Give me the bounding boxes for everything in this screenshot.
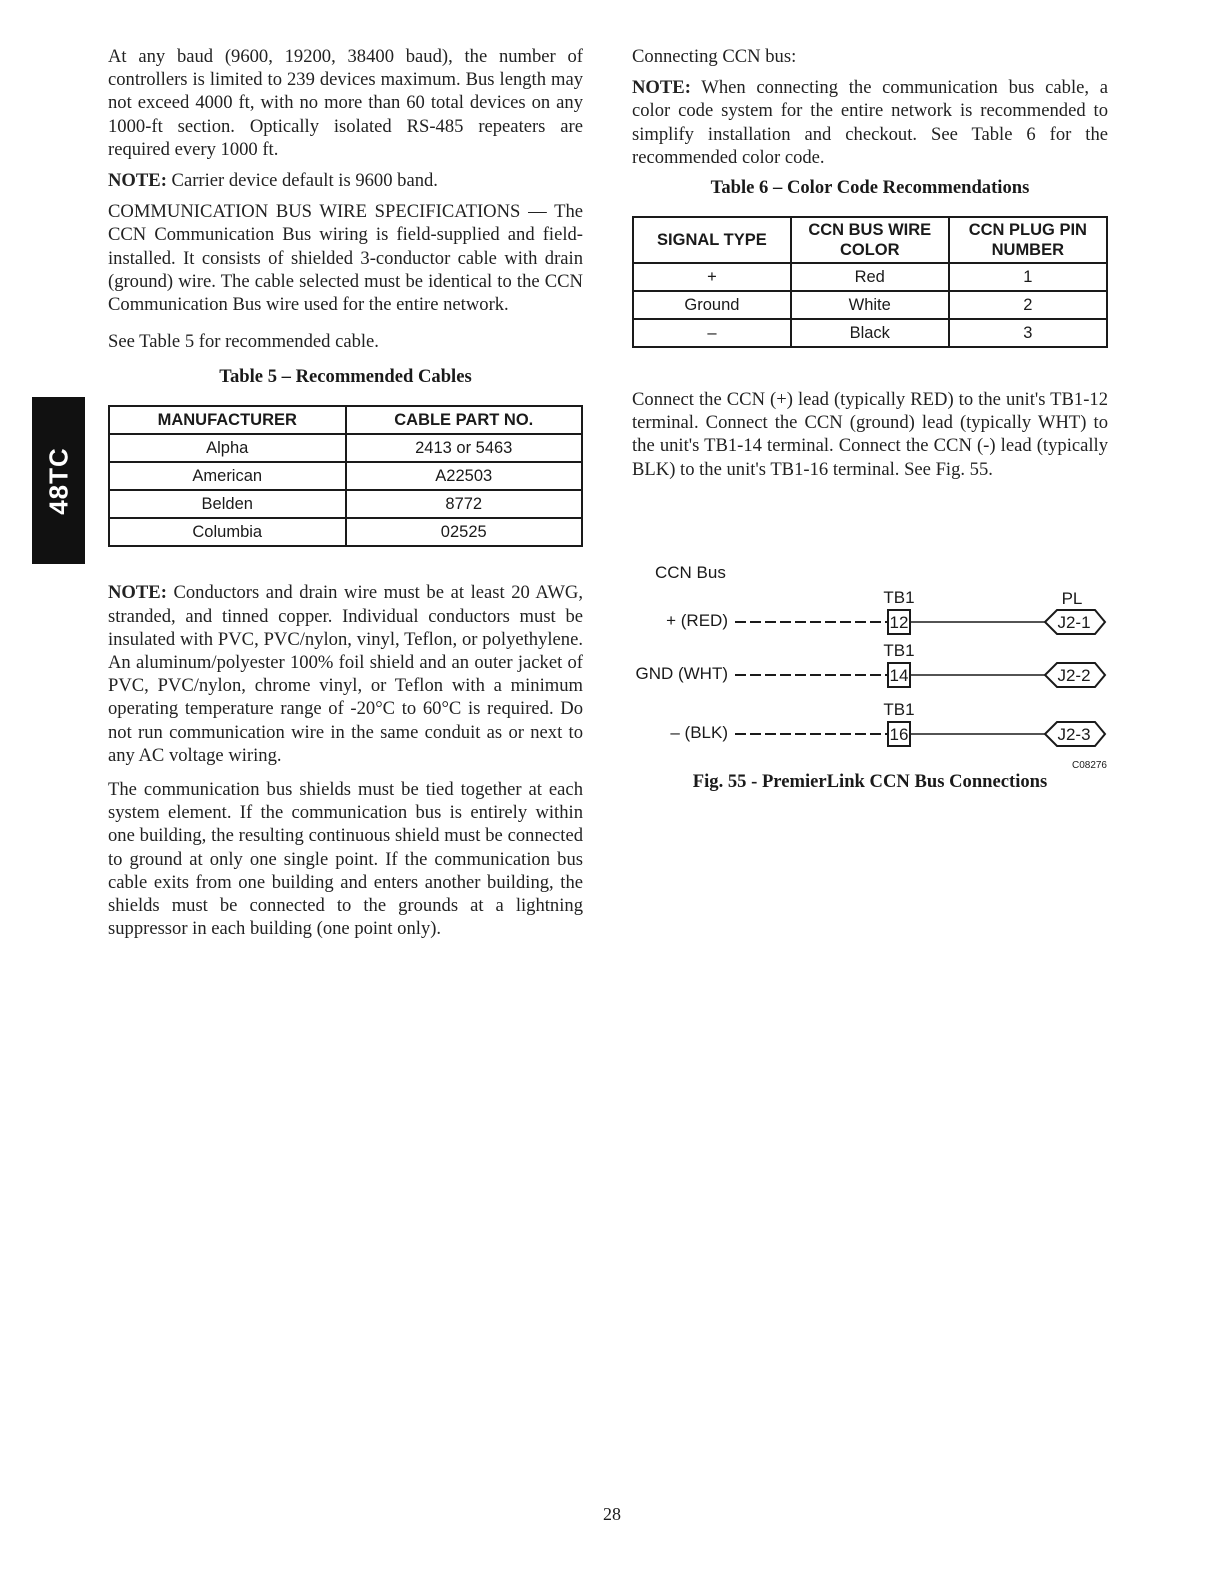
terminal-number: 12 <box>889 613 909 632</box>
ccn-bus-wiring-diagram <box>627 556 1117 776</box>
plug-pin-label: J2-2 <box>1057 666 1091 685</box>
table-cell: 02525 <box>346 518 583 546</box>
page-number: 28 <box>603 1504 621 1524</box>
note-label: NOTE: <box>108 170 167 192</box>
table5-header-cell: MANUFACTURER <box>109 406 346 434</box>
plug-pin-label: J2-3 <box>1057 725 1091 744</box>
note-text: When connecting the communication bus cable, a color code system for the entire network is recommended to simplify installation and checkout. See Table 6 for the recommended color code. <box>632 77 1108 168</box>
table-cell: Columbia <box>109 518 346 546</box>
note-color-code <box>632 76 1108 169</box>
table6-title: Table 6 – Color Code Recommendations <box>710 177 1030 199</box>
table-cell: Ground <box>633 291 791 319</box>
table5-recommended-cables <box>108 405 583 547</box>
paragraph-connect-leads: Connect the CCN (+) lead (typically RED) to the unit's TB1-12 terminal. Connect the CCN (ground) lead (typically WHT) to the unit's TB1-14 terminal. Connect the CCN (-) lead (typically BLK) to the unit's TB1-16 terminal. See Fig. 55. <box>632 389 1108 480</box>
note-conductors <box>108 581 583 767</box>
table-cell: 2413 or 5463 <box>346 434 583 462</box>
table-cell: 1 <box>949 263 1107 291</box>
diagram-code: C08276 <box>1071 760 1107 771</box>
paragraph-see-table5: See Table 5 for recommended cable. <box>108 331 379 353</box>
plug-pin-label: J2-1 <box>1057 613 1091 632</box>
lead-label-wht: GND (WHT) <box>635 664 728 683</box>
table-row <box>633 319 1107 347</box>
terminal-number: 14 <box>889 666 909 685</box>
paragraph-wire-specs: COMMUNICATION BUS WIRE SPECIFICATIONS — The CCN Communication Bus wiring is field-supplied and field-installed. It consists of shielded 3-conductor cable with drain (ground) wire. The cable selected must be identical to the CCN Communication Bus wire used for the entire network. <box>108 201 583 316</box>
table-row <box>633 263 1107 291</box>
diagram-title: CCN Bus <box>655 563 726 582</box>
table-row <box>109 462 582 490</box>
tb1-label: TB1 <box>883 700 915 719</box>
paragraph-shields: The communication bus shields must be tied together at each system element. If the communication bus is entirely within one building, the resulting continuous shield must be connected to ground at only one single point. If the communication bus cable exits from one building and enters another building, the shields must be connected to the grounds at a lightning suppressor in each building (one point only). <box>108 779 583 940</box>
figure-caption: Fig. 55 - PremierLink CCN Bus Connections <box>692 771 1048 792</box>
table6-header-cell: CCN BUS WIRE COLOR <box>791 217 949 263</box>
table-cell: 2 <box>949 291 1107 319</box>
table6-header-cell: SIGNAL TYPE <box>633 217 791 263</box>
table-cell: White <box>791 291 949 319</box>
table-cell: American <box>109 462 346 490</box>
table-row <box>109 490 582 518</box>
tb1-label: TB1 <box>883 588 915 607</box>
table-row <box>633 291 1107 319</box>
heading-connecting-ccn: Connecting CCN bus: <box>632 46 797 67</box>
table-cell: Alpha <box>109 434 346 462</box>
table5-title: Table 5 – Recommended Cables <box>219 366 472 388</box>
note-text: Carrier device default is 9600 band. <box>166 170 438 192</box>
table-cell: A22503 <box>346 462 583 490</box>
right-column <box>632 45 1108 492</box>
note-label: NOTE: <box>108 582 167 604</box>
table6-header-row <box>633 217 1107 263</box>
lead-label-red: + (RED) <box>666 611 728 630</box>
table-cell: 3 <box>949 319 1107 347</box>
table-cell: Red <box>791 263 949 291</box>
left-column <box>108 45 583 951</box>
section-side-tab <box>32 397 85 564</box>
terminal-number: 16 <box>889 725 909 744</box>
note-default-baud <box>108 169 583 192</box>
table-cell: Belden <box>109 490 346 518</box>
table-cell: Black <box>791 319 949 347</box>
note-label: NOTE: <box>632 77 691 99</box>
table-row <box>109 434 582 462</box>
table6-header-cell: CCN PLUG PIN NUMBER <box>949 217 1107 263</box>
side-tab-label: 48TC <box>43 446 73 515</box>
paragraph-baud: At any baud (9600, 19200, 38400 baud), the number of controllers is limited to 239 devices maximum. Bus length may not exceed 4000 ft, with no more than 60 total devices on any 1000-ft section. Optically isolated RS-485 repeaters are required every 1000 ft. <box>108 46 583 160</box>
lead-label-blk: – (BLK) <box>670 723 728 742</box>
pl-label: PL <box>1061 589 1083 608</box>
table-cell: + <box>633 263 791 291</box>
table6-color-code <box>632 216 1108 348</box>
table5-header-row <box>109 406 582 434</box>
table5-header-cell: CABLE PART NO. <box>346 406 583 434</box>
table-cell: – <box>633 319 791 347</box>
note-text: Conductors and drain wire must be at least 20 AWG, stranded, and tinned copper. Individual conductors must be insulated with PVC, PVC/nylon, vinyl, Teflon, or polyethylene. An aluminum/polyester 100% foil shield and an outer jacket of PVC, PVC/nylon, chrome vinyl, or Teflon with a minimum operating temperature range of -20°C to 60°C is required. Do not run communication wire in the same conduit as or next to any AC voltage wiring. <box>108 582 583 766</box>
table-row <box>109 518 582 546</box>
table-cell: 8772 <box>346 490 583 518</box>
tb1-label: TB1 <box>883 641 915 660</box>
